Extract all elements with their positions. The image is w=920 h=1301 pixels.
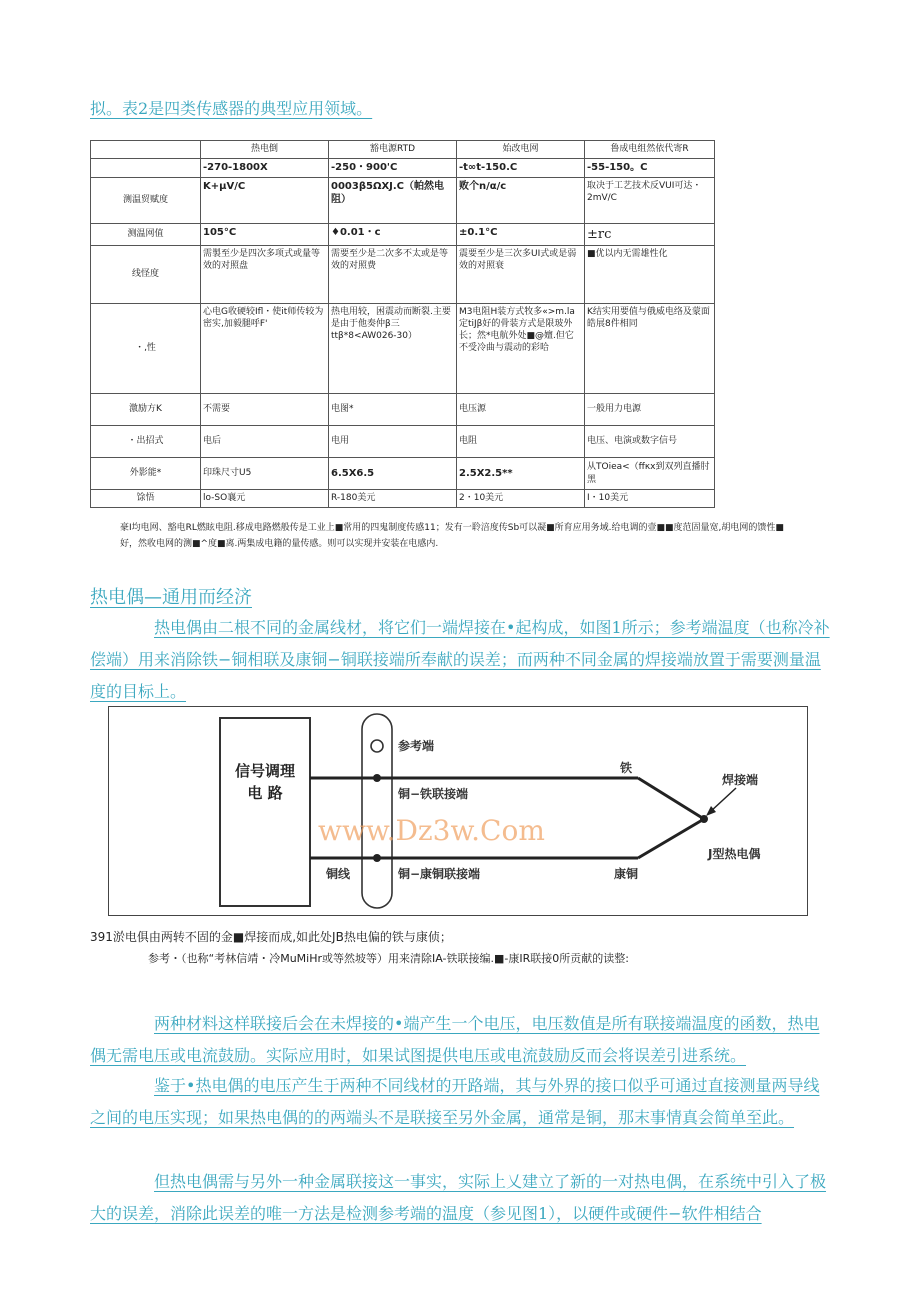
header-cell: 鲁成电组然依代寄R	[585, 141, 715, 159]
table-cell: -270-1800X	[201, 159, 329, 178]
watermark: www.Dz3w.Com	[318, 814, 545, 847]
row-label: 激励方K	[91, 394, 201, 426]
table-cell: 电图*	[329, 394, 457, 426]
cu-fe-label: 铜−铁联接端	[398, 787, 469, 801]
table-cell: 2.5X2.5**	[457, 458, 585, 490]
copper-wire-label: 铜线	[326, 867, 351, 881]
row-label: 测温贸赋度	[91, 177, 201, 223]
table-cell: -t∞t-150.C	[457, 159, 585, 178]
paragraph-1: 热电偶由二根不同的金属线材，将它们一端焊接在•起构成，如图1所示；参考端温度（也称冷补偿端）用来消除铁−铜相联及康铜−铜联接端所奉献的误差；而两种不同金属的焊接端放置于需要测量温度的目标上。	[90, 618, 830, 701]
constantan-label: 康铜	[614, 867, 639, 881]
table-cell: ±0.1°C	[457, 223, 585, 246]
junction-label: 焊接端	[722, 773, 759, 787]
table-row	[91, 426, 715, 458]
cu-const-label: 铜−康铜联接端	[398, 867, 481, 881]
type-label: J型热电偶	[708, 847, 761, 861]
box-label-1: 信号调理	[234, 762, 296, 780]
table-cell: 热电用较，困震动而断裂.主要是由于他奏仲β三ttβ*8<AW026-30）	[329, 304, 457, 394]
sensor-comparison-table	[90, 140, 715, 508]
table-row	[91, 223, 715, 246]
cu-const-junction-dot	[373, 854, 381, 862]
table-cell: 从TOiea<（ffκx到双列直播肘黑	[585, 458, 715, 490]
figure-caption: 391淤电俱由两转不固的金■焊接而成,如此处JB热电偏的铁与康侦；	[90, 930, 452, 944]
intro-text: 拟。表2是四类传感器的典型应用领域。	[90, 99, 373, 118]
thermocouple-diagram	[108, 706, 808, 916]
ref-label: 参考端	[398, 739, 435, 753]
table-row	[91, 394, 715, 426]
table-cell: 震要至少是三次多UI式或是弱效的对照衰	[457, 246, 585, 304]
table-cell: ■优以内无需雄性化	[585, 246, 715, 304]
row-label: 线怪度	[91, 246, 201, 304]
table-cell: 6.5X6.5	[329, 458, 457, 490]
table-cell: 电压源	[457, 394, 585, 426]
table-cell: 电阻	[457, 426, 585, 458]
table-cell: ±rc	[585, 223, 715, 246]
table-cell: 败个n/α/c	[457, 177, 585, 223]
table-cell: 0003β5ΩXJ.C（帕然电阻）	[329, 177, 457, 223]
table-cell: 一般用力电源	[585, 394, 715, 426]
table-row	[91, 304, 715, 394]
hot-junction-dot	[700, 815, 708, 823]
section-heading: 热电偶—通用而经济	[90, 587, 252, 608]
table-cell: R-180美元	[329, 490, 457, 508]
table-cell: 取决于工艺技术反VUI可达・2mV/C	[585, 177, 715, 223]
paragraph-2: 两种材料这样联接后会在未焊接的•端产生一个电压，电压数值是所有联接端温度的函数，热电偶无需电压或电流鼓励。实际应用时，如果试图提供电压或电流鼓励反而会将误差引进系统。	[90, 1014, 820, 1065]
row-label: 馀悟	[91, 490, 201, 508]
table-cell: M3电阻H装方式牧多«>m.la定tiJβ好的骨装方式是限玻外长；然*电航外处■@嬗.但它不受冷曲与震动的彩哈	[457, 304, 585, 394]
table-cell: 电后	[201, 426, 329, 458]
figure-caption-2: 参考・（也称“考林信靖・冷MuMiHr或等然坡等）用来清除IA-铁联接编.■-康IR联接0所贡献的读整:	[148, 952, 629, 965]
table-row	[91, 159, 715, 178]
table-cell: 需要至少是二次多不太或是等效的对照费	[329, 246, 457, 304]
header-cell: 热电倒	[201, 141, 329, 159]
table-cell: -250・900'C	[329, 159, 457, 178]
row-label: 外影能*	[91, 458, 201, 490]
table-note-line-1: 豪I均电网、豁电RL燃眩电阻.移成电路燃般传是工业上■常用的四鬼制度传感11；发有一聆涪度传Sb可以凝■所育应用务域.给电调的壹■■度范固量宽,胡电网的馈性■	[120, 523, 784, 533]
row-label	[91, 159, 201, 178]
iron-label: 铁	[620, 761, 633, 775]
table-cell: 印珠尺寸U5	[201, 458, 329, 490]
row-label: 测温网值	[91, 223, 201, 246]
table-cell: K结实用要值与俄威电络及蒙面皓展8件相同	[585, 304, 715, 394]
table-cell: -55-150。C	[585, 159, 715, 178]
header-cell: 豁电源RTD	[329, 141, 457, 159]
table-cell: 需製至少是四次多项式或量等效的对照盘	[201, 246, 329, 304]
table-header-row	[91, 141, 715, 159]
table-cell: I・10美元	[585, 490, 715, 508]
paragraph-3: 鉴于•热电偶的电压产生于两种不同线材的开路端，其与外界的接口似乎可通过直接测量两导线之间的电压实现；如果热电偶的的两端头不是联接至另外金属，通常是铜，那末事情真会简单至此。	[90, 1076, 820, 1127]
table-cell: ♦0.01・c	[329, 223, 457, 246]
box-label-2: 电 路	[247, 784, 283, 802]
table-cell: 心电G收硬较Ifl・使it师传较为密实,加毅腿呼F'	[201, 304, 329, 394]
paragraph-4: 但热电偶需与另外一种金属联接这一事实，实际上乂建立了新的一对热电偶，在系统中引入了极大的误差，消除此误差的唯一方法是检测参考端的温度（参见图1），以硬件或硬件−软件相结合	[90, 1172, 827, 1223]
table-cell: 电压、电演或数字信号	[585, 426, 715, 458]
table-cell: 105°C	[201, 223, 329, 246]
table-row	[91, 246, 715, 304]
reference-terminal	[371, 740, 383, 752]
header-cell: 始改电网	[457, 141, 585, 159]
table-row	[91, 458, 715, 490]
table-cell: 2・10美元	[457, 490, 585, 508]
row-label: ・出招式	[91, 426, 201, 458]
table-cell: lo-SO襄元	[201, 490, 329, 508]
table-cell: 不需要	[201, 394, 329, 426]
table-cell: 电用	[329, 426, 457, 458]
header-cell	[91, 141, 201, 159]
cu-fe-junction-dot	[373, 774, 381, 782]
table-row	[91, 177, 715, 223]
table-row	[91, 490, 715, 508]
signal-conditioning-box	[220, 718, 310, 906]
row-label: ・,性	[91, 304, 201, 394]
table-note-line-2: 好，然收电网的测■^度■离.两集成电籍的量传感。则可以实现并安装在电感内.	[120, 539, 439, 549]
table-cell: K+μV/C	[201, 177, 329, 223]
